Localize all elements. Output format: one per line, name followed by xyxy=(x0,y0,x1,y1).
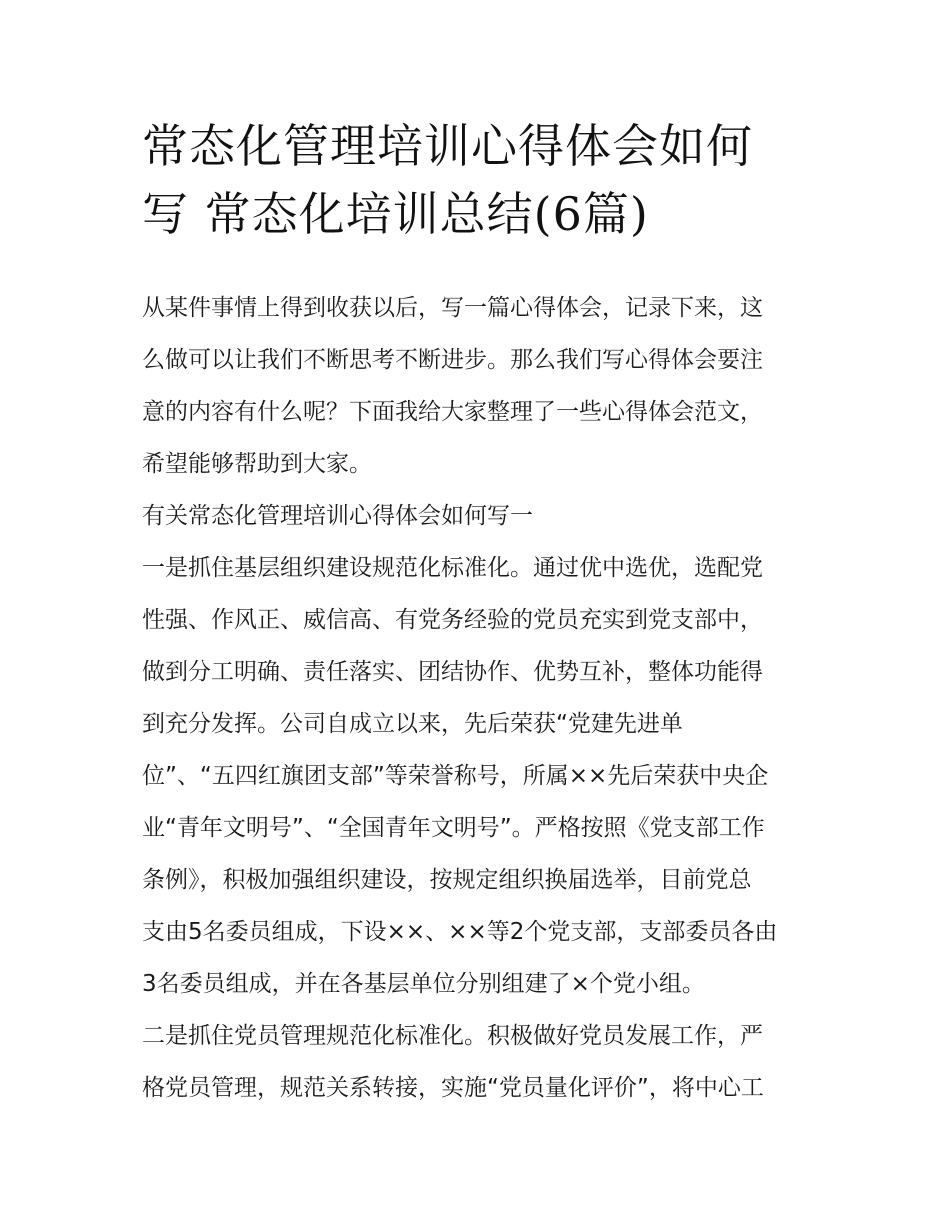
body-paragraph xyxy=(142,542,822,1010)
text-line: 3名委员组成，并在各基层单位分别组建了×个党小组。 xyxy=(142,971,705,997)
text-line: 到充分发挥。公司自成立以来，先后荣获“党建先进单 xyxy=(142,711,683,737)
text-line: 业“青年文明号”、“全国青年文明号”。严格按照《党支部工作 xyxy=(142,815,765,841)
text-line: 条例》，积极加强组织建设，按规定组织换届选举，目前党总 xyxy=(142,867,752,893)
section-heading xyxy=(142,490,822,542)
document-title xyxy=(142,112,822,248)
text-line: 意的内容有什么呢？下面我给大家整理了一些心得体会范文， xyxy=(142,399,763,425)
text-line: 从某件事情上得到收获以后，写一篇心得体会，记录下来，这 xyxy=(142,295,763,321)
document-body xyxy=(142,282,822,1114)
text-line: 位”、“五四红旗团支部”等荣誉称号，所属××先后荣获中央企 xyxy=(142,763,769,789)
title-line: 常态化管理培训心得体会如何 xyxy=(142,119,753,173)
text-line: 希望能够帮助到大家。 xyxy=(142,451,372,477)
text-line: 么做可以让我们不断思考不断进步。那么我们写心得体会要注 xyxy=(142,347,763,373)
text-line: 支由5名委员组成，下设××、××等2个党支部，支部委员各由 xyxy=(142,919,778,945)
text-line: 一是抓住基层组织建设规范化标准化。通过优中选优，选配党 xyxy=(142,555,763,581)
text-line: 做到分工明确、责任落实、团结协作、优势互补，整体功能得 xyxy=(142,659,763,685)
intro-paragraph xyxy=(142,282,822,490)
body-paragraph xyxy=(142,1010,822,1114)
text-line: 性强、作风正、威信高、有党务经验的党员充实到党支部中， xyxy=(142,607,763,633)
text-line: 格党员管理，规范关系转接，实施“党员量化评价”，将中心工 xyxy=(142,1075,764,1101)
text-line: 有关常态化管理培训心得体会如何写一 xyxy=(142,503,533,529)
title-line: 写 常态化培训总结(6篇) xyxy=(142,187,649,241)
text-line: 二是抓住党员管理规范化标准化。积极做好党员发展工作，严 xyxy=(142,1023,763,1049)
